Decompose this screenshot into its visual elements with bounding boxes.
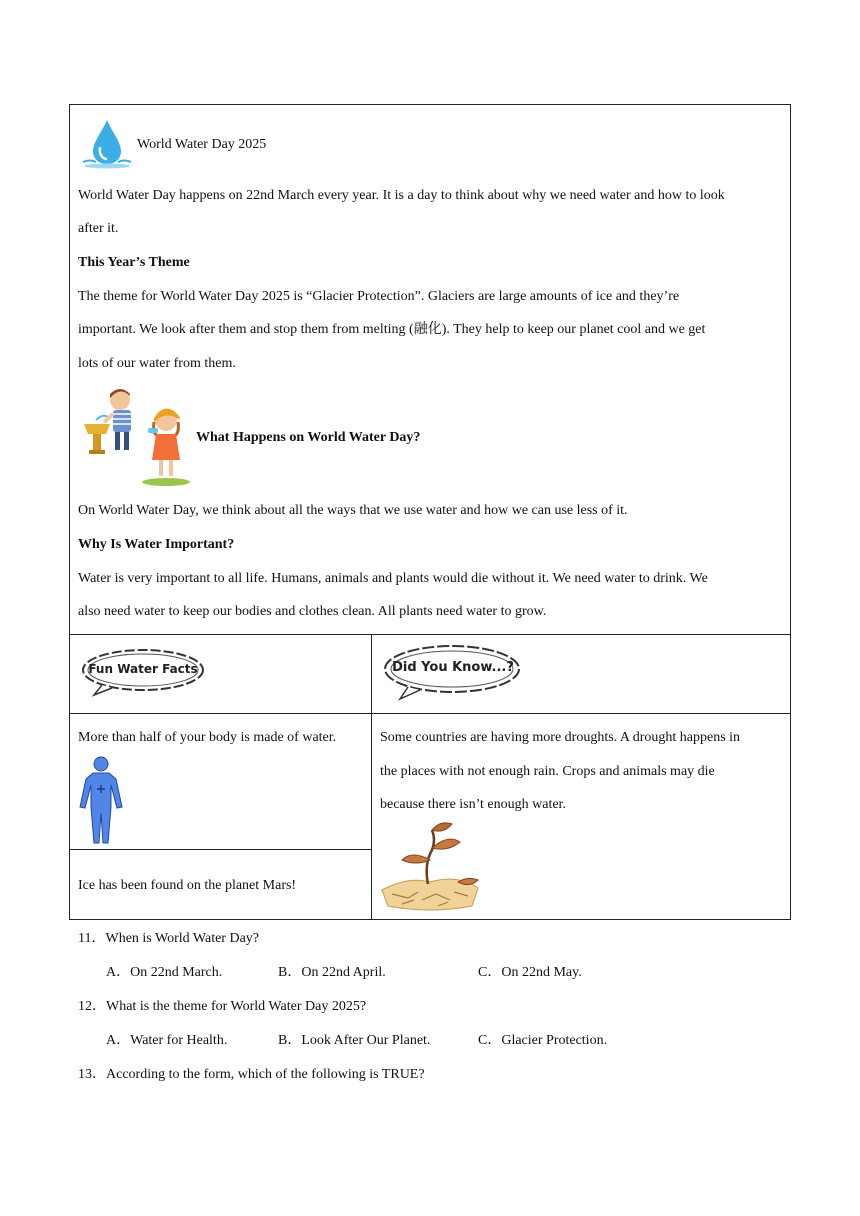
drought-text: the places with not enough rain. Crops and animals may die [380, 764, 715, 779]
question-stem: 13．According to the form, which of the following is TRUE? [78, 1067, 425, 1082]
happens-text: On World Water Day, we think about all the ways that we use water and how we can use less of it. [78, 503, 628, 518]
intro-text: after it. [78, 221, 119, 236]
page-title: World Water Day 2025 [137, 137, 267, 152]
table-divider [371, 634, 372, 920]
drought-plant-illustration [378, 820, 482, 912]
human-body-icon [78, 755, 124, 845]
answer-option[interactable]: A．On 22nd March. [106, 965, 223, 980]
answer-option[interactable]: C．Glacier Protection. [478, 1033, 608, 1048]
theme-text: important. We look after them and stop them from melting (融化). They help to keep our planet cool and we get [78, 322, 706, 337]
theme-heading: This Year’s Theme [78, 255, 190, 270]
kids-drinking-water-illustration [80, 386, 196, 488]
answer-option[interactable]: B．Look After Our Planet. [278, 1033, 431, 1048]
question-stem: 11．When is World Water Day? [78, 931, 259, 946]
fun-water-facts-label: Fun Water Facts [88, 662, 198, 676]
did-you-know-banner [382, 641, 524, 701]
drought-text: Some countries are having more droughts. A drought happens in [380, 730, 741, 745]
intro-text: World Water Day happens on 22nd March every year. It is a day to think about why we need water and how to look [78, 188, 725, 203]
answer-option[interactable]: A．Water for Health. [106, 1033, 228, 1048]
happens-heading: What Happens on World Water Day? [196, 430, 421, 445]
theme-text: lots of our water from them. [78, 356, 236, 371]
question-stem: 12．What is the theme for World Water Day 2025? [78, 999, 367, 1014]
table-divider [69, 634, 791, 635]
theme-text: The theme for World Water Day 2025 is “Glacier Protection”. Glaciers are large amounts of ice and they’re [78, 289, 680, 304]
fun-fact-text: Ice has been found on the planet Mars! [78, 878, 297, 893]
fun-fact-text: More than half of your body is made of water. [78, 730, 337, 745]
water-drop-icon [80, 118, 134, 170]
table-divider [69, 713, 791, 714]
table-divider [69, 849, 372, 850]
fun-water-facts-banner [80, 645, 206, 697]
important-heading: Why Is Water Important? [78, 537, 235, 552]
answer-option[interactable]: B．On 22nd April. [278, 965, 386, 980]
did-you-know-label: Did You Know...? [392, 660, 514, 675]
drought-text: because there isn’t enough water. [380, 797, 566, 812]
answer-option[interactable]: C．On 22nd May. [478, 965, 582, 980]
important-text: also need water to keep our bodies and clothes clean. All plants need water to grow. [78, 604, 547, 619]
important-text: Water is very important to all life. Humans, animals and plants would die without it. We need water to drink. We [78, 571, 708, 586]
